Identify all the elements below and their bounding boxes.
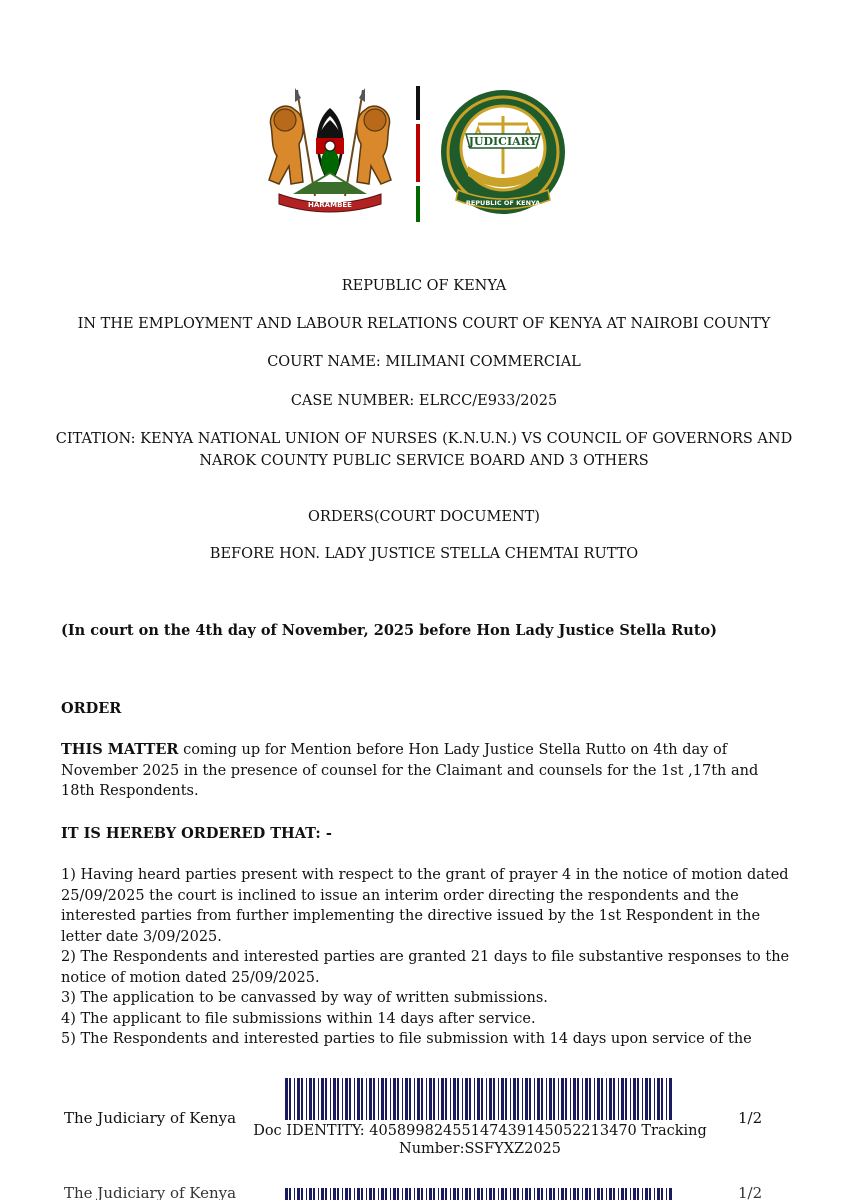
republic-heading: REPUBLIC OF KENYA [341, 278, 507, 294]
next-page-footer-judiciary: The Judiciary of Kenya [64, 1184, 237, 1200]
citation: CITATION: KENYA NATIONAL UNION OF NURSES (K.N.U.N.) VS COUNCIL OF GOVERNORS AND NAROK COUNTY PUBLIC SERVICE BOARD AND 3 OTHERS [55, 431, 793, 469]
order-item-1: 1) Having heard parties present with respect to the grant of prayer 4 in the notice of motion dated 25/09/2025 the court is inclined to issue an interim order directing the respondents and the interested parties from further implementing the directive issued by the 1st Respondent in the letter date 3/09/2025. [61, 867, 789, 945]
before-judge: BEFORE HON. LADY JUSTICE STELLA CHEMTAI RUTTO [209, 546, 639, 562]
footer-judiciary: The Judiciary of Kenya [64, 1109, 237, 1127]
matter-paragraph [61, 740, 791, 802]
matter-text: coming up for Mention before Hon Lady Justice Stella Rutto on 4th day of November 2025 in the presence of counsel for the Claimant and counsels for the 1st ,17th and 18th Respondents. [61, 742, 759, 799]
order-item-5: 5) The Respondents and interested parties to file submission with 14 days upon service of the [61, 1031, 752, 1047]
court-name: COURT NAME: MILIMANI COMMERCIAL [267, 354, 581, 370]
order-heading: ORDER [61, 700, 122, 717]
order-item-2: 2) The Respondents and interested parties are granted 21 days to file substantive responses to the notice of motion dated 25/09/2025. [61, 949, 790, 986]
case-number: CASE NUMBER: ELRCC/E933/2025 [290, 393, 558, 409]
court-heading: IN THE EMPLOYMENT AND LABOUR RELATIONS COURT OF KENYA AT NAIROBI COUNTY [77, 316, 771, 332]
ordered-heading: IT IS HEREBY ORDERED THAT: - [61, 825, 332, 842]
barcode-icon [285, 1078, 673, 1120]
judiciary-seal-icon [438, 86, 568, 222]
page-number: 1/2 [738, 1109, 763, 1127]
svg-text:HARAMBEE: HARAMBEE [308, 201, 352, 209]
svg-text:JUDICIARY: JUDICIARY [468, 135, 538, 148]
svg-text:REPUBLIC OF KENYA: REPUBLIC OF KENYA [465, 199, 541, 207]
flag-divider [413, 86, 423, 222]
next-page-barcode-icon [285, 1188, 673, 1200]
matter-lead: THIS MATTER [61, 741, 179, 758]
coat-of-arms-icon [265, 86, 395, 221]
order-item-3: 3) The application to be canvassed by way of written submissions. [61, 990, 548, 1006]
order-item-4: 4) The applicant to file submissions within 14 days after service. [61, 1010, 536, 1027]
in-court-statement: (In court on the 4th day of November, 2025 before Hon Lady Justice Stella Ruto) [61, 622, 718, 639]
next-page-peek [0, 1184, 848, 1200]
document-type: ORDERS(COURT DOCUMENT) [308, 509, 540, 525]
next-page-number: 1/2 [738, 1184, 763, 1200]
header-logos [0, 86, 848, 226]
orders-list [61, 865, 791, 1050]
doc-identity: Doc IDENTITY: 40589982455147439145052213470⁠ Tracking Number:SSFYXZ2025 [253, 1123, 707, 1157]
